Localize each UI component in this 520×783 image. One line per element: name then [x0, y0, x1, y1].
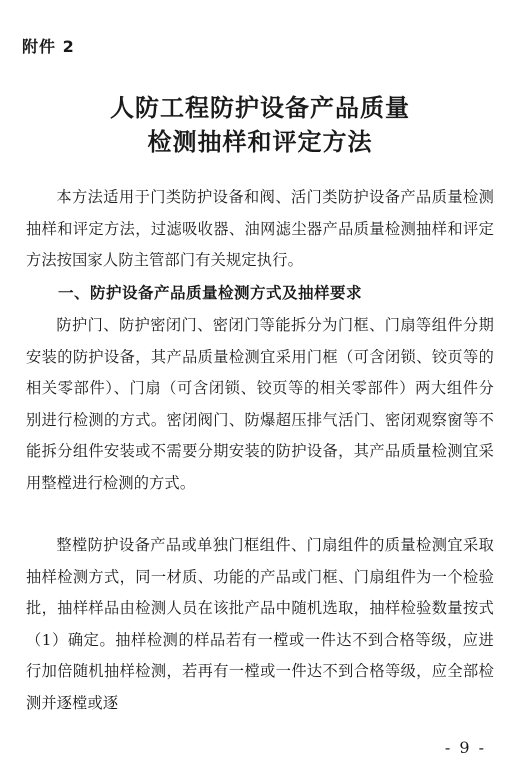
- body-paragraph: 防护门、防护密闭门、密闭门等能拆分为门框、门扇等组件分期安装的防护设备，其产品质量检测宜采用门框（可含闭锁、铰页等的相关零部件）、门扇（可含闭锁、铰页等的相关零部件）两大组件分别进行检测的方式。密闭阀门、防爆超压排气活门、密闭观察窗等不能拆分组件安装或不需要分期安装的防护设备，其产品质量检测宜采用整樘进行检测的方式。: [26, 316, 494, 492]
- attachment-label: 附件 2: [22, 37, 75, 56]
- body-paragraph: 整樘防护设备产品或单独门框组件、门扇组件的质量检测宜采取抽样检测方式，同一材质、功能的产品或门框、门扇组件为一个检验批，抽样样品由检测人员在该批产品中随机选取，抽样检验数量按式（1）确定。抽样检测的样品若有一樘或一件达不到合格等级，应进行加倍随机抽样检测，若再有一樘或一件达不到合格等级，应全部检测并逐樘或逐: [26, 536, 494, 712]
- document-title-line2: 检测抽样和评定方法: [147, 127, 373, 156]
- document-title-line1: 人防工程防护设备产品质量: [110, 93, 410, 122]
- section-heading: 一、防护设备产品质量检测方式及抽样要求: [58, 284, 363, 302]
- page-number: - 9 -: [444, 738, 486, 757]
- intro-paragraph: 本方法适用于门类防护设备和阀、活门类防护设备产品质量检测抽样和评定方法，过滤吸收器、油网滤尘器产品质量检测抽样和评定方法按国家人防主管部门有关规定执行。: [26, 188, 494, 269]
